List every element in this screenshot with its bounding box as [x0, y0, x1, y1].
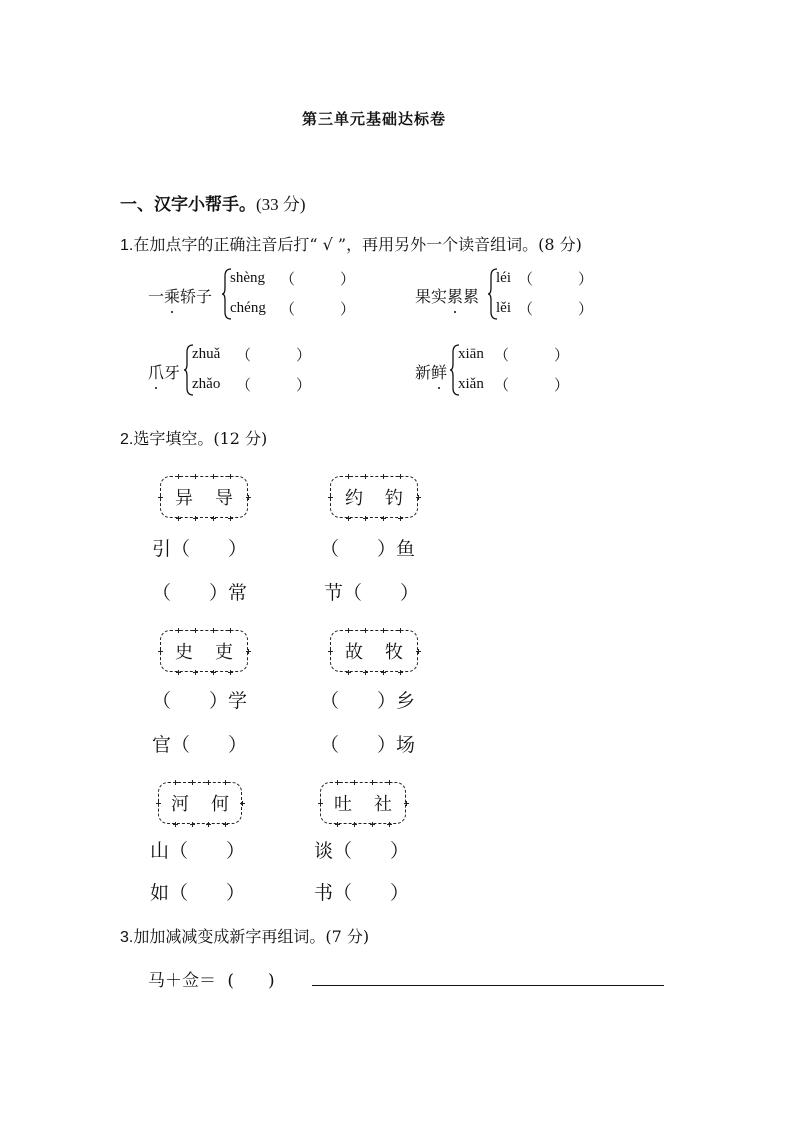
choice-char: 吏 — [215, 642, 233, 663]
char-choice-box — [330, 630, 418, 672]
choice-char: 何 — [211, 794, 229, 815]
border-tick — [398, 474, 403, 479]
border-tick — [176, 516, 181, 521]
border-tick — [335, 822, 340, 827]
border-tick — [328, 495, 333, 500]
border-tick — [370, 780, 375, 785]
char-choice-box — [320, 782, 406, 824]
char-choice-box — [160, 476, 248, 518]
border-tick — [190, 822, 195, 827]
border-tick — [346, 474, 351, 479]
pinyin-option: zhuǎ — [192, 346, 221, 362]
pinyin-option: lěi — [496, 300, 511, 316]
border-tick — [363, 628, 368, 633]
char-choice-box — [158, 782, 242, 824]
border-tick — [223, 780, 228, 785]
question-text: 在加点字的正确注音后打“ √ ”，再用另外一个读音组词。 — [133, 235, 539, 254]
answer-line[interactable] — [312, 985, 664, 986]
border-tick — [370, 822, 375, 827]
border-tick — [158, 495, 163, 500]
fill-blank[interactable]: （ ）场 — [320, 734, 416, 756]
fill-blank[interactable]: （ ）鱼 — [320, 538, 416, 560]
border-tick — [363, 516, 368, 521]
border-tick — [158, 649, 163, 654]
word-prefix: 一 — [148, 287, 165, 306]
answer-paren[interactable]: ( ) — [227, 971, 275, 991]
border-tick — [193, 670, 198, 675]
border-tick — [228, 628, 233, 633]
border-tick — [211, 516, 216, 521]
question-number: 3. — [120, 929, 134, 946]
section-score: (33 分) — [256, 195, 306, 214]
border-tick — [173, 780, 178, 785]
question-score: (7 分) — [325, 927, 370, 946]
choice-char: 钓 — [385, 488, 403, 509]
border-tick — [318, 801, 323, 806]
border-tick — [352, 780, 357, 785]
border-tick — [176, 670, 181, 675]
question-number: 1. — [120, 237, 134, 254]
border-tick — [398, 628, 403, 633]
border-tick — [246, 495, 251, 500]
question-text: 加加减减变成新字再组词。 — [133, 927, 326, 946]
equation-text: 马＋佥＝ — [148, 971, 216, 991]
border-tick — [328, 649, 333, 654]
dotted-char: 鲜 — [431, 360, 447, 383]
border-tick — [381, 516, 386, 521]
fill-blank[interactable]: （ ）常 — [152, 582, 248, 604]
border-tick — [206, 780, 211, 785]
answer-paren[interactable]: （ ） — [494, 348, 570, 364]
answer-paren[interactable]: （ ） — [280, 272, 356, 288]
fill-blank[interactable]: （ ）乡 — [320, 690, 416, 712]
question-3 — [120, 924, 369, 947]
border-tick — [387, 780, 392, 785]
char-choice-box — [330, 476, 418, 518]
choice-char: 牧 — [385, 642, 403, 663]
border-tick — [352, 822, 357, 827]
answer-paren[interactable]: （ ） — [494, 378, 570, 394]
border-tick — [211, 474, 216, 479]
border-tick — [335, 780, 340, 785]
border-tick — [246, 649, 251, 654]
pinyin-option: zhǎo — [192, 376, 221, 392]
dotted-char: 累 — [447, 284, 463, 307]
equation — [148, 966, 275, 991]
fill-blank[interactable]: 书（ ） — [314, 882, 410, 904]
border-tick — [346, 516, 351, 521]
question-1 — [120, 232, 582, 255]
border-tick — [211, 628, 216, 633]
fill-blank[interactable]: 官（ ） — [152, 734, 248, 756]
border-tick — [404, 801, 409, 806]
answer-paren[interactable]: （ ） — [518, 302, 594, 318]
border-tick — [387, 822, 392, 827]
border-tick — [346, 628, 351, 633]
pinyin-option: shèng — [230, 270, 265, 286]
border-tick — [381, 670, 386, 675]
border-tick — [381, 628, 386, 633]
border-tick — [211, 670, 216, 675]
border-tick — [416, 649, 421, 654]
question-score: (12 分) — [213, 429, 268, 448]
answer-paren[interactable]: （ ） — [280, 302, 356, 318]
word-suffix: 牙 — [164, 363, 181, 382]
page-title: 第三单元基础达标卷 — [302, 110, 447, 128]
border-tick — [206, 822, 211, 827]
question-number: 2. — [120, 431, 134, 448]
word-prefix: 新 — [415, 363, 432, 382]
border-tick — [398, 670, 403, 675]
dotted-char: 爪 — [148, 360, 164, 383]
word-suffix: 累 — [463, 287, 480, 306]
border-tick — [223, 822, 228, 827]
border-tick — [228, 516, 233, 521]
border-tick — [398, 516, 403, 521]
fill-blank[interactable]: 如（ ） — [150, 882, 246, 904]
border-tick — [190, 780, 195, 785]
pinyin-word — [415, 284, 479, 307]
pinyin-word — [148, 360, 180, 383]
border-tick — [228, 670, 233, 675]
choice-char: 吐 — [334, 794, 352, 815]
pinyin-word — [415, 360, 447, 383]
fill-blank[interactable]: 节（ ） — [324, 582, 420, 604]
pinyin-option: léi — [496, 270, 511, 286]
fill-blank[interactable]: 谈（ ） — [314, 840, 410, 862]
border-tick — [176, 628, 181, 633]
char-choice-box — [160, 630, 248, 672]
border-tick — [173, 822, 178, 827]
border-tick — [363, 474, 368, 479]
answer-paren[interactable]: （ ） — [518, 272, 594, 288]
border-tick — [381, 474, 386, 479]
dotted-char: 乘 — [164, 284, 180, 307]
border-tick — [416, 495, 421, 500]
pinyin-word — [148, 284, 212, 307]
fill-blank[interactable]: 山（ ） — [150, 840, 246, 862]
choice-char: 社 — [374, 794, 392, 815]
border-tick — [346, 670, 351, 675]
section-heading — [120, 190, 306, 215]
border-tick — [363, 670, 368, 675]
pinyin-option: xiǎn — [458, 376, 484, 392]
fill-blank[interactable]: （ ）学 — [152, 690, 248, 712]
question-2 — [120, 426, 267, 449]
border-tick — [193, 516, 198, 521]
choice-char: 约 — [345, 488, 363, 509]
fill-blank[interactable]: 引（ ） — [152, 538, 248, 560]
border-tick — [156, 801, 161, 806]
pinyin-option: chéng — [230, 300, 266, 316]
word-suffix: 轿子 — [180, 287, 213, 306]
choice-char: 异 — [175, 488, 193, 509]
question-text: 选字填空。 — [133, 429, 214, 448]
choice-char: 史 — [175, 642, 193, 663]
pinyin-option: xiān — [458, 346, 484, 362]
choice-char: 河 — [171, 794, 189, 815]
answer-paren[interactable]: （ ） — [236, 378, 312, 394]
border-tick — [228, 474, 233, 479]
section-heading-text: 一、汉字小帮手。 — [120, 195, 256, 215]
choice-char: 导 — [215, 488, 233, 509]
border-tick — [176, 474, 181, 479]
answer-paren[interactable]: （ ） — [236, 348, 312, 364]
border-tick — [193, 474, 198, 479]
choice-char: 故 — [345, 642, 363, 663]
border-tick — [240, 801, 245, 806]
word-prefix: 果实 — [415, 287, 448, 306]
border-tick — [193, 628, 198, 633]
question-score: (8 分) — [538, 235, 582, 254]
